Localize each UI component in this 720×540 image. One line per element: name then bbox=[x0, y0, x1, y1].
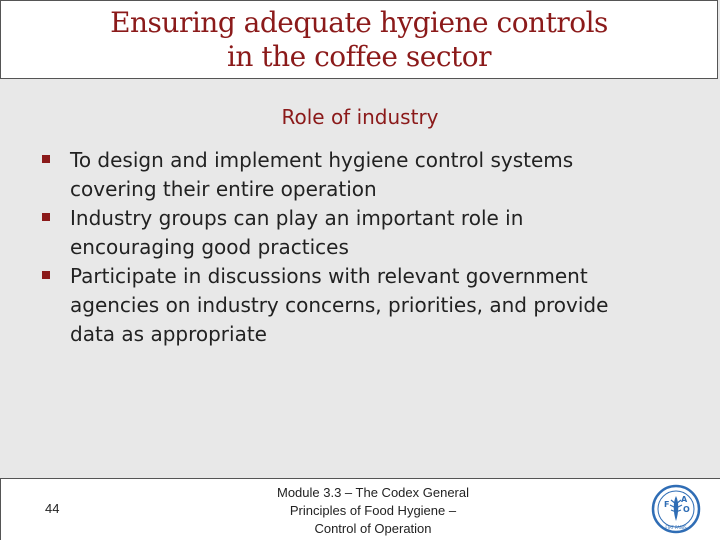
footer-module-text bbox=[233, 484, 513, 538]
square-bullet-icon bbox=[42, 213, 50, 221]
logo-letter-o: O bbox=[683, 505, 690, 514]
page-number: 44 bbox=[45, 501, 60, 516]
footer-text-line: Control of Operation bbox=[314, 521, 432, 536]
bullet-line: Participate in discussions with relevant government bbox=[70, 264, 588, 288]
slide-subtitle: Role of industry bbox=[281, 105, 439, 129]
logo-letter-a: A bbox=[681, 495, 688, 504]
fao-logo-icon bbox=[651, 484, 701, 534]
bullet-line: encouraging good practices bbox=[70, 235, 349, 259]
footer-text-line: Module 3.3 – The Codex General bbox=[277, 485, 469, 500]
logo-letter-f: F bbox=[664, 500, 670, 509]
bullet-item bbox=[42, 146, 682, 204]
bullet-item bbox=[42, 262, 682, 349]
square-bullet-icon bbox=[42, 155, 50, 163]
footer bbox=[0, 478, 720, 540]
bullet-line: To design and implement hygiene control systems bbox=[70, 148, 574, 172]
slide-title-line-1: Ensuring adequate hygiene controls bbox=[110, 6, 608, 39]
bullet-line: covering their entire operation bbox=[70, 177, 377, 201]
square-bullet-icon bbox=[42, 271, 50, 279]
bullet-line: data as appropriate bbox=[70, 322, 267, 346]
bullet-item bbox=[42, 204, 682, 262]
bullet-line: Industry groups can play an important role in bbox=[70, 206, 524, 230]
slide-title-line-2: in the coffee sector bbox=[226, 40, 492, 73]
footer-text-line: Principles of Food Hygiene – bbox=[289, 503, 457, 518]
logo-motto: FIAT PANIS bbox=[665, 525, 687, 530]
bullet-list bbox=[42, 146, 682, 349]
bullet-line: agencies on industry concerns, priorities, and provide bbox=[70, 293, 609, 317]
title-box bbox=[0, 0, 718, 79]
